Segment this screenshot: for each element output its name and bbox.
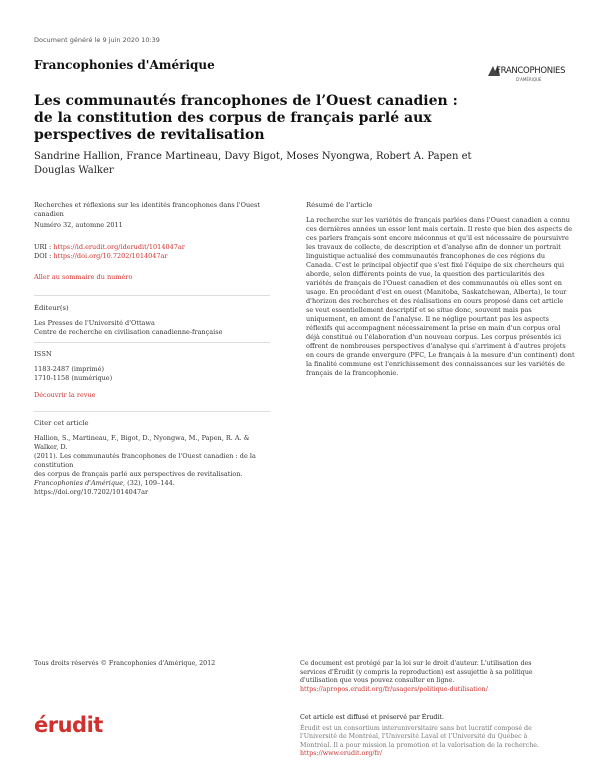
- policy-link[interactable]: https://apropos.erudit.org/fr/usagers/politique-dutilisation/: [300, 685, 488, 693]
- abstract-line: les travaux de collecte, de description et d'analyse afin de donner un portrait: [306, 243, 561, 251]
- editor-2: Centre de recherche en civilisation canadienne-française: [34, 328, 223, 336]
- abstract-line: en cours de grande envergure (PFC, Le français à la mesure d'un continent) dont: [306, 351, 575, 359]
- abstract-text: [306, 216, 576, 378]
- issue-number: Numéro 32, automne 2011: [34, 221, 123, 229]
- copyright-line: d'utilisation que vous pouvez consulter en ligne.: [300, 677, 455, 684]
- citation-line: (2011). Les communautés francophones de l'Ouest canadien : de la constitution: [34, 452, 256, 469]
- abstract-line: offrent de nombreuses perspectives d'analyse qui s'arriment à d'autres projets: [306, 342, 566, 350]
- copyright-notice: [300, 660, 570, 694]
- abstract-line: ces dernières années un essor lent mais certain. Il reste que bien des aspects de: [306, 225, 573, 233]
- issn-print: 1183-2487 (imprimé): [34, 365, 105, 373]
- citation-line: [34, 479, 274, 497]
- abstract-line: uniquement, en amont de l'analyse. Il ne néglige pourtant pas les aspects: [306, 315, 549, 323]
- issn-digital: 1710-1158 (numérique): [34, 374, 113, 382]
- abstract-heading: Résumé de l'article: [306, 201, 373, 209]
- abstract-line: français de la francophonie.: [306, 369, 399, 377]
- diffusion-notice: Cet article est diffusé et préservé par Érudit.: [300, 714, 444, 721]
- abstract-line: déjà constitué ou l'élaboration d'un nouveau corpus. Les corpus présentés ici: [306, 333, 562, 341]
- issue-title: Recherches et réflexions sur les identités francophones dans l'Ouest canadien: [34, 201, 260, 218]
- abstract-line: se veut essentiellement descriptif et se situe donc, souvent mais pas: [306, 306, 532, 314]
- doi-label: DOI :: [34, 252, 52, 260]
- citation: [34, 434, 274, 497]
- divider: [34, 295, 270, 296]
- abstract-line: aborde, selon différents points de vue, la question des particularités des: [306, 270, 545, 278]
- citation-line: des corpus de français parlé aux perspectives de revitalisation.: [34, 470, 243, 478]
- abstract-line: la finalité commune est l'enrichissement des connaissances sur les variétés de: [306, 360, 565, 368]
- citation-journal: Francophonies d'Amérique: [34, 479, 124, 487]
- abstract-line: variétés de français de l'Ouest canadien et des communautés où elles sont en: [306, 279, 562, 287]
- abstract-line: usage. En procédant d'est en ouest (Manitoba, Saskatchewan, Alberta), le tour: [306, 288, 567, 296]
- logo-text: FRANCOPHONIES: [496, 66, 566, 76]
- article-authors: Sandrine Hallion, France Martineau, Davy Bigot, Moses Nyongwa, Robert A. Papen et Douglas Walker: [34, 151, 472, 176]
- abstract-line: Canada. C'est le principal objectif que s'est fixé l'équipe de six chercheurs qui: [306, 261, 565, 269]
- discover-journal-link[interactable]: Découvrir la revue: [34, 391, 96, 399]
- abstract-line: ces parlers français sont encore méconnus et qu'il est nécessaire de poursuivre: [306, 234, 569, 242]
- abstract-line: d'horizon des recherches et des réalisations en cours proposé dans cet article: [306, 297, 564, 305]
- about-line: Montréal. Il a pour mission la promotion et la valorisation de la recherche.: [300, 741, 539, 749]
- erudit-about: [300, 714, 570, 759]
- abstract-line: La recherche sur les variétés de français parlées dans l'Ouest canadien a connu: [306, 216, 570, 224]
- journal-name: Francophonies d'Amérique: [34, 58, 215, 72]
- about-line: Érudit est un consortium interuniversitaire sans but lucratif composé de: [300, 724, 532, 732]
- citation-line: Hallion, S., Martineau, F., Bigot, D., Nyongwa, M., Papen, R. A. & Walker, D.: [34, 434, 250, 451]
- abstract-line: réflexifs qui accompagnent nécessairement la prise en main d'un corpus oral: [306, 324, 561, 332]
- issue-summary-link[interactable]: Aller au sommaire du numéro: [34, 273, 133, 281]
- journal-logo: [486, 62, 568, 88]
- copyright-line: Ce document est protégé par la loi sur le droit d'auteur. L'utilisation des: [300, 660, 532, 667]
- doi-link[interactable]: https://doi.org/10.7202/1014047ar: [53, 252, 168, 260]
- erudit-site-link[interactable]: https://www.erudit.org/fr/: [300, 750, 382, 757]
- erudit-logo: érudit: [34, 713, 103, 737]
- issn-heading: ISSN: [34, 350, 52, 358]
- uri-label: URI :: [34, 243, 52, 251]
- about-line: l'Université de Montréal, l'Université Laval et l'Université du Québec à: [300, 733, 528, 740]
- uri-line: [34, 243, 185, 252]
- divider: [34, 342, 270, 343]
- rights-notice: Tous droits réservés © Francophonies d'Amérique, 2012: [34, 660, 216, 667]
- editor-1: Les Presses de l'Université d'Ottawa: [34, 319, 155, 327]
- abstract-line: linguistique actualisé des communautés francophones de ces régions du: [306, 252, 546, 260]
- logo-subtext: D'AMÉRIQUE: [516, 77, 542, 82]
- copyright-line: services d'Érudit (y compris la reproduction) est assujettie à sa politique: [300, 668, 533, 676]
- editor-heading: Éditeur(s): [34, 304, 69, 312]
- uri-link[interactable]: https://id.erudit.org/iderudit/1014047ar: [53, 243, 185, 251]
- cite-heading: Citer cet article: [34, 419, 89, 427]
- article-title: Les communautés francophones de l’Ouest canadien : de la constitution des corpus de français parlé aux perspectives de revitalisation: [34, 93, 458, 143]
- doi-line: [34, 252, 168, 261]
- citation-tail: , (32), 109–144. https://doi.org/10.7202/1014047ar: [34, 479, 175, 496]
- divider: [34, 411, 270, 412]
- generated-date: Document généré le 9 juin 2020 10:39: [34, 36, 160, 44]
